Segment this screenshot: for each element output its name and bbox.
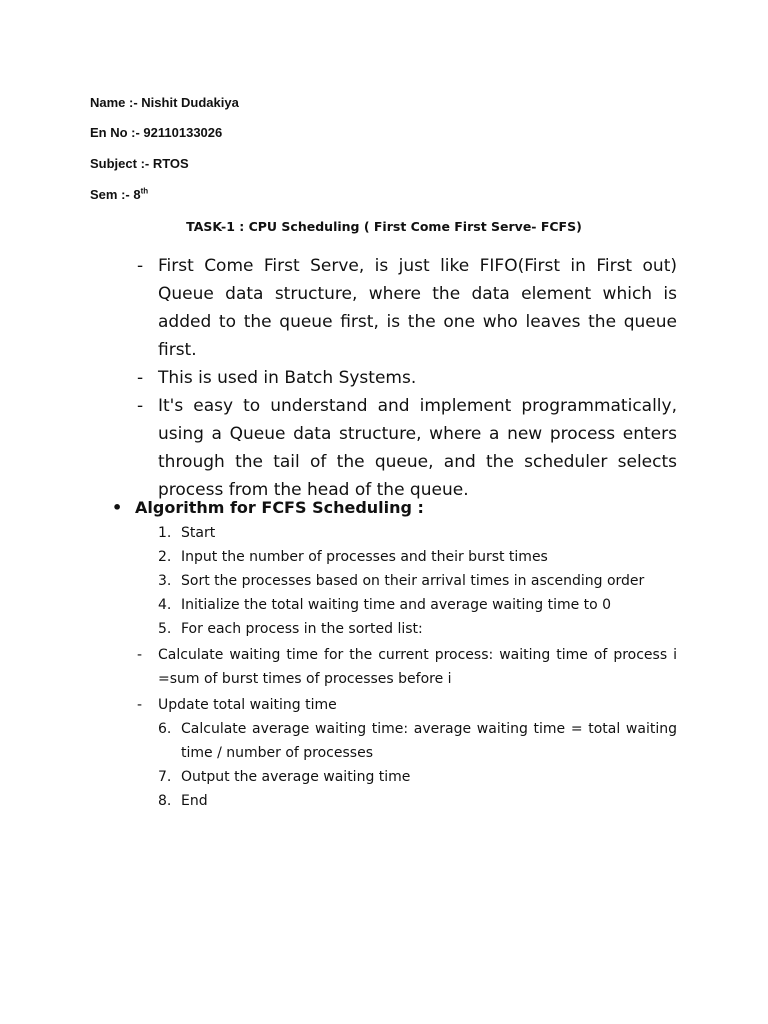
step-item (137, 569, 677, 593)
step-item (137, 765, 677, 789)
dash-marker: - (137, 697, 143, 713)
step-text: Sort the processes based on their arrival times in ascending order (181, 573, 645, 589)
intro-item-text: First Come First Serve, is just like FIFO(First in First out) Queue data structure, where the data element which is added to the queue first, is the one who leaves the queue first. (158, 256, 677, 360)
intro-item (137, 252, 677, 364)
semester-text: Sem :- 8 (90, 187, 141, 202)
substep-text: Update total waiting time (158, 697, 337, 713)
dash-marker: - (137, 256, 144, 276)
substep-item (137, 693, 677, 717)
intro-item (137, 392, 677, 504)
step-number: 6. (158, 721, 172, 737)
algorithm-heading (112, 496, 424, 520)
intro-item (137, 364, 677, 392)
substep-text: Calculate waiting time for the current process: waiting time of process i =sum of burst times of processes before i (158, 647, 677, 687)
algorithm-steps (137, 521, 677, 813)
step-text: Calculate average waiting time: average waiting time = total waiting time / number of processes (181, 721, 677, 761)
step-text: Input the number of processes and their burst times (181, 549, 548, 565)
step-number: 8. (158, 793, 172, 809)
dash-marker: - (137, 647, 143, 663)
step-text: Start (181, 525, 216, 541)
semester-suffix: th (140, 186, 149, 196)
step-item (137, 789, 677, 813)
step-item (137, 593, 677, 617)
algorithm-heading-text: Algorithm for FCFS Scheduling : (135, 498, 424, 517)
task-title: TASK-1 : CPU Scheduling ( First Come First Serve- FCFS) (186, 219, 582, 234)
step-number: 7. (158, 769, 172, 785)
semester (90, 187, 148, 203)
step-item (137, 545, 677, 569)
step-number: 3. (158, 573, 172, 589)
subject: Subject :- RTOS (90, 156, 189, 171)
step-text: Output the average waiting time (181, 769, 411, 785)
substep-item (137, 643, 677, 691)
step-item (137, 521, 677, 545)
enrollment-number: En No :- 92110133026 (90, 125, 223, 140)
dash-marker: - (137, 368, 144, 388)
intro-item-text: This is used in Batch Systems. (158, 368, 417, 388)
step-number: 2. (158, 549, 172, 565)
step-number: 4. (158, 597, 172, 613)
dash-marker: - (137, 396, 144, 416)
intro-item-text: It's easy to understand and implement programmatically, using a Queue data structure, where a new process enters through the tail of the queue, and the scheduler selects process from the head of the queue. (158, 396, 677, 500)
step-text: Initialize the total waiting time and average waiting time to 0 (181, 597, 612, 613)
step-item (137, 617, 677, 641)
student-name: Name :- Nishit Dudakiya (90, 95, 239, 110)
step-number: 5. (158, 621, 172, 637)
intro-list (137, 252, 677, 504)
step-text: For each process in the sorted list: (181, 621, 423, 637)
step-text: End (181, 793, 208, 809)
bullet-icon: • (112, 498, 123, 517)
step-item (137, 717, 677, 765)
step-number: 1. (158, 525, 172, 541)
